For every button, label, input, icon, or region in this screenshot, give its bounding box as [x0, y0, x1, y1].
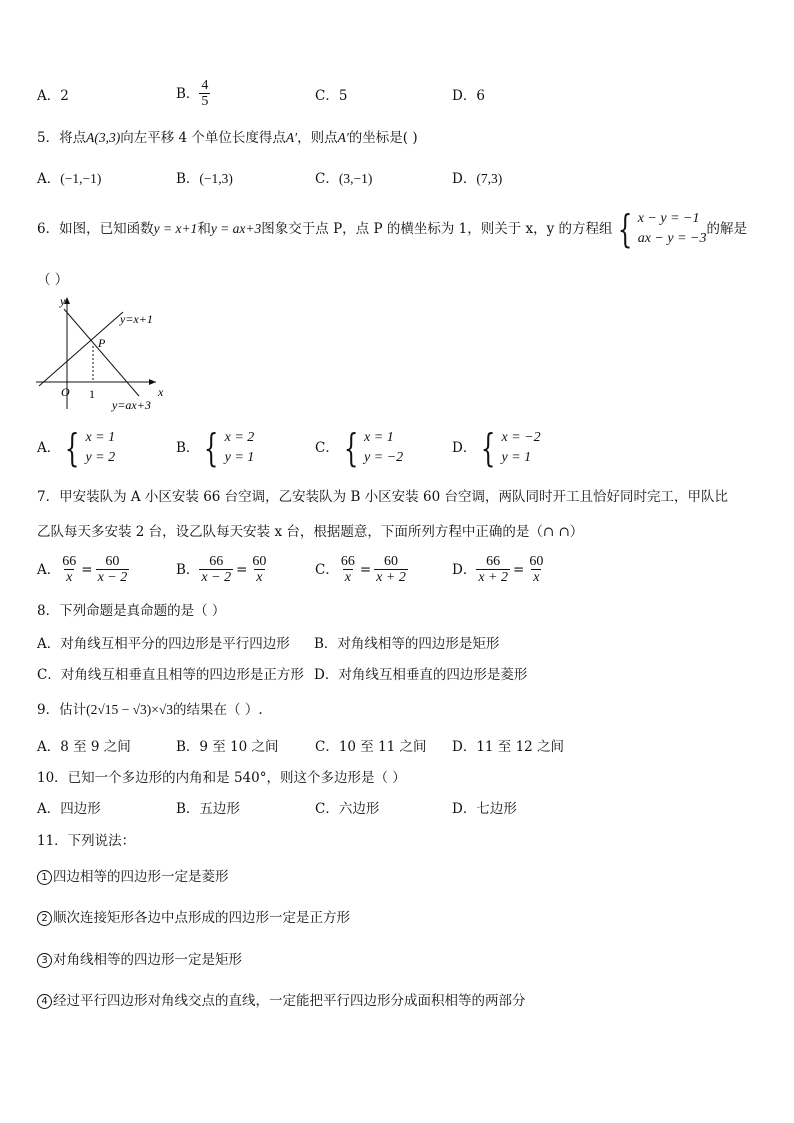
option-label: D． — [452, 561, 477, 578]
graph-label-origin: O — [61, 385, 70, 399]
q9-stem-part: 9．估计 — [37, 702, 87, 718]
circled-number: 1 — [37, 870, 52, 885]
q5-option-b — [176, 171, 233, 187]
fraction-denominator: x + 2 — [376, 570, 406, 586]
fraction-numerator: 66 — [340, 554, 355, 569]
option-label: C． — [315, 561, 339, 578]
q5-point-a-prime: A′ — [285, 130, 298, 145]
q9-stem-part: 的结果在（ ）. — [173, 702, 263, 718]
q5-stem-part: ，则点 — [297, 130, 338, 146]
fraction-numerator: 60 — [529, 554, 544, 569]
q6-function-1: y = x+1 — [153, 221, 198, 237]
graph-label-one: 1 — [89, 387, 95, 401]
fraction-left — [476, 554, 510, 586]
brace: { — [65, 426, 80, 471]
option-label: C． — [315, 171, 339, 187]
fraction-denominator: 5 — [201, 94, 209, 110]
option-equation — [476, 554, 545, 586]
system-row: y = 2 — [85, 450, 116, 466]
fraction-right — [527, 554, 545, 586]
system-row: ax − y = −3 — [637, 231, 707, 247]
option-label: B． — [176, 171, 200, 187]
fraction-numerator: 66 — [62, 554, 77, 569]
option-label: C． — [315, 440, 339, 457]
system-rows — [638, 209, 707, 250]
statement-text: 经过平行四边形对角线交点的直线，一定能把平行四边形分成面积相等的两部分 — [53, 993, 526, 1009]
fraction-left — [199, 554, 233, 586]
q6-function-2: y = ax+3 — [210, 221, 262, 237]
q11-statement-4 — [37, 993, 526, 1009]
q8-option-b: B．对角线相等的四边形是矩形 — [314, 636, 500, 652]
circled-number: 2 — [37, 911, 52, 926]
equals-sign: = — [513, 561, 525, 578]
equals-sign: = — [81, 561, 93, 578]
option-system — [199, 428, 254, 469]
system-rows — [85, 428, 115, 469]
q6-stem — [37, 209, 747, 250]
q6-stem-part: 图象交于点 P，点 P 的横坐标为 1，则关于 x，y 的方程组 — [261, 221, 613, 238]
q5-option-a — [37, 171, 101, 187]
q6-option-c — [315, 428, 403, 469]
q10-option-d: D．七边形 — [452, 801, 517, 817]
q7-option-c — [315, 554, 408, 586]
q11-statement-3 — [37, 952, 242, 968]
q4-option-d: D．6 — [452, 88, 485, 104]
system-rows — [364, 428, 403, 469]
q6-option-d — [452, 428, 541, 469]
q5-stem — [37, 130, 418, 146]
q5-stem-part: 5．将点 — [37, 130, 87, 146]
q9-option-d: D．11 至 12 之间 — [452, 739, 565, 755]
q8-stem: 8．下列命题是真命题的是（ ） — [37, 603, 226, 619]
q10-option-b: B．五边形 — [176, 801, 240, 817]
q9-expression: (2√15 − √3)×√3 — [86, 702, 174, 717]
graph-label-line-2: y=ax+3 — [112, 398, 151, 412]
system-row: x = 2 — [224, 430, 255, 445]
q6-equation-system — [613, 209, 707, 250]
option-system — [476, 428, 540, 469]
system-row: x = −2 — [501, 430, 541, 445]
fraction-numerator: 60 — [105, 554, 120, 569]
q9-option-c: C．10 至 11 之间 — [315, 739, 427, 755]
fraction-right — [250, 554, 268, 586]
q4-option-b-label: B． — [176, 85, 200, 102]
q5-option-d — [452, 171, 502, 187]
q6-stem-part: 和 — [197, 221, 211, 238]
option-value: (−1,−1) — [60, 171, 102, 186]
graph-label-y: y — [60, 294, 66, 308]
q11-statement-1 — [37, 869, 229, 885]
system-row: x − y = −1 — [637, 211, 700, 226]
option-system — [339, 428, 403, 469]
fraction-right — [96, 554, 130, 586]
fraction-denominator: x — [66, 570, 73, 586]
option-label: D． — [452, 171, 477, 187]
fraction-left — [60, 554, 78, 586]
q4-option-a: A．2 — [37, 88, 69, 104]
option-value: (−1,3) — [199, 171, 233, 186]
option-value: (7,3) — [476, 171, 503, 186]
fraction-denominator: x — [256, 570, 263, 586]
system-row: x = 1 — [85, 430, 116, 445]
statement-text: 顺次连接矩形各边中点形成的四边形一定是正方形 — [53, 910, 350, 926]
fraction-left — [339, 554, 357, 586]
fraction-numerator: 4 — [201, 78, 209, 93]
q8-option-a: A．对角线互相平分的四边形是平行四边形 — [37, 636, 290, 652]
q11-statement-2 — [37, 910, 350, 926]
fraction-right — [374, 554, 408, 586]
graph-label-x: x — [158, 385, 164, 399]
q8-option-d: D．对角线互相垂直的四边形是菱形 — [314, 667, 528, 683]
option-equation — [199, 554, 268, 586]
q7-option-a — [37, 554, 129, 586]
line-y-eq-x-plus-1 — [39, 312, 123, 386]
q10-stem: 10．已知一个多边形的内角和是 540°，则这个多边形是（ ） — [37, 770, 406, 786]
q7-stem-line-2: 乙队每天多安装 2 台，设乙队每天安装 x 台，根据题意，下面所列方程中正确的是（∩ ∩） — [37, 524, 584, 540]
q4-option-b — [176, 78, 210, 110]
q9-option-b: B．9 至 10 之间 — [176, 739, 279, 755]
q5-point-a: A(3,3) — [86, 130, 121, 145]
q5-stem-part: 的坐标是( ) — [348, 130, 418, 146]
system-row: y = 1 — [224, 450, 255, 466]
system-rows — [502, 428, 541, 469]
brace: { — [204, 426, 219, 471]
system-row: y = 1 — [501, 450, 532, 466]
fraction-denominator: x − 2 — [97, 570, 128, 586]
option-system — [60, 428, 115, 469]
fraction-numerator: 60 — [383, 554, 398, 569]
equals-sign: = — [236, 561, 248, 578]
option-label: B． — [176, 561, 200, 578]
system-row: x = 1 — [364, 430, 394, 445]
option-label: D． — [452, 440, 477, 457]
q6-option-b — [176, 428, 254, 469]
fraction-numerator: 66 — [209, 554, 224, 569]
brace: { — [481, 426, 496, 471]
statement-text: 四边相等的四边形一定是菱形 — [53, 869, 229, 885]
q9-option-a: A．8 至 9 之间 — [37, 739, 131, 755]
q9-stem — [37, 702, 263, 718]
brace: { — [343, 426, 359, 471]
q10-option-a: A．四边形 — [37, 801, 101, 817]
q6-answer-paren: （ ） — [37, 272, 69, 288]
q5-stem-part: 向左平移 4 个单位长度得点 — [120, 130, 286, 146]
q7-stem-line-1: 7．甲安装队为 A 小区安装 66 台空调，乙安装队为 B 小区安装 60 台空调，两队同时开工且恰好同时完工，甲队比 — [37, 489, 728, 505]
q10-option-c: C．六边形 — [315, 801, 380, 817]
q4-option-c: C．5 — [315, 88, 348, 104]
option-label: A． — [37, 440, 61, 457]
x-axis-arrow — [149, 379, 156, 385]
fraction-denominator: x − 2 — [201, 570, 232, 586]
q5-option-c — [315, 171, 372, 187]
fraction-numerator: 60 — [252, 554, 267, 569]
q8-option-c: C．对角线互相垂直且相等的四边形是正方形 — [37, 667, 304, 683]
option-value: (3,−1) — [338, 171, 373, 186]
system-rows — [225, 428, 255, 469]
q7-option-b — [176, 554, 268, 586]
q6-stem-part: 的解是 — [706, 221, 747, 238]
fraction-denominator: x — [533, 570, 540, 586]
option-label: B． — [176, 440, 200, 457]
option-label: A． — [37, 171, 61, 187]
option-equation — [339, 554, 408, 586]
q11-stem: 11．下列说法： — [37, 833, 136, 849]
option-equation — [60, 554, 129, 586]
q4-option-b-fraction — [199, 78, 210, 110]
circled-number: 4 — [37, 994, 52, 1009]
option-label: A． — [37, 561, 61, 578]
graph-label-line-1: y=x+1 — [120, 312, 153, 326]
circled-number: 3 — [37, 953, 52, 968]
q6-option-a — [37, 428, 115, 469]
brace: { — [617, 207, 632, 252]
graph-label-p: P — [98, 336, 106, 350]
q5-point-a-prime: A′ — [337, 130, 349, 145]
fraction-numerator: 66 — [486, 554, 501, 569]
q6-stem-part: 6．如图，已知函数 — [37, 221, 154, 238]
q6-function-graph — [36, 294, 166, 414]
fraction-denominator: x — [344, 570, 351, 586]
statement-text: 对角线相等的四边形一定是矩形 — [53, 952, 242, 968]
equals-sign: = — [359, 561, 372, 578]
q7-option-d — [452, 554, 545, 586]
system-row: y = −2 — [364, 450, 404, 466]
fraction-denominator: x + 2 — [478, 570, 508, 586]
